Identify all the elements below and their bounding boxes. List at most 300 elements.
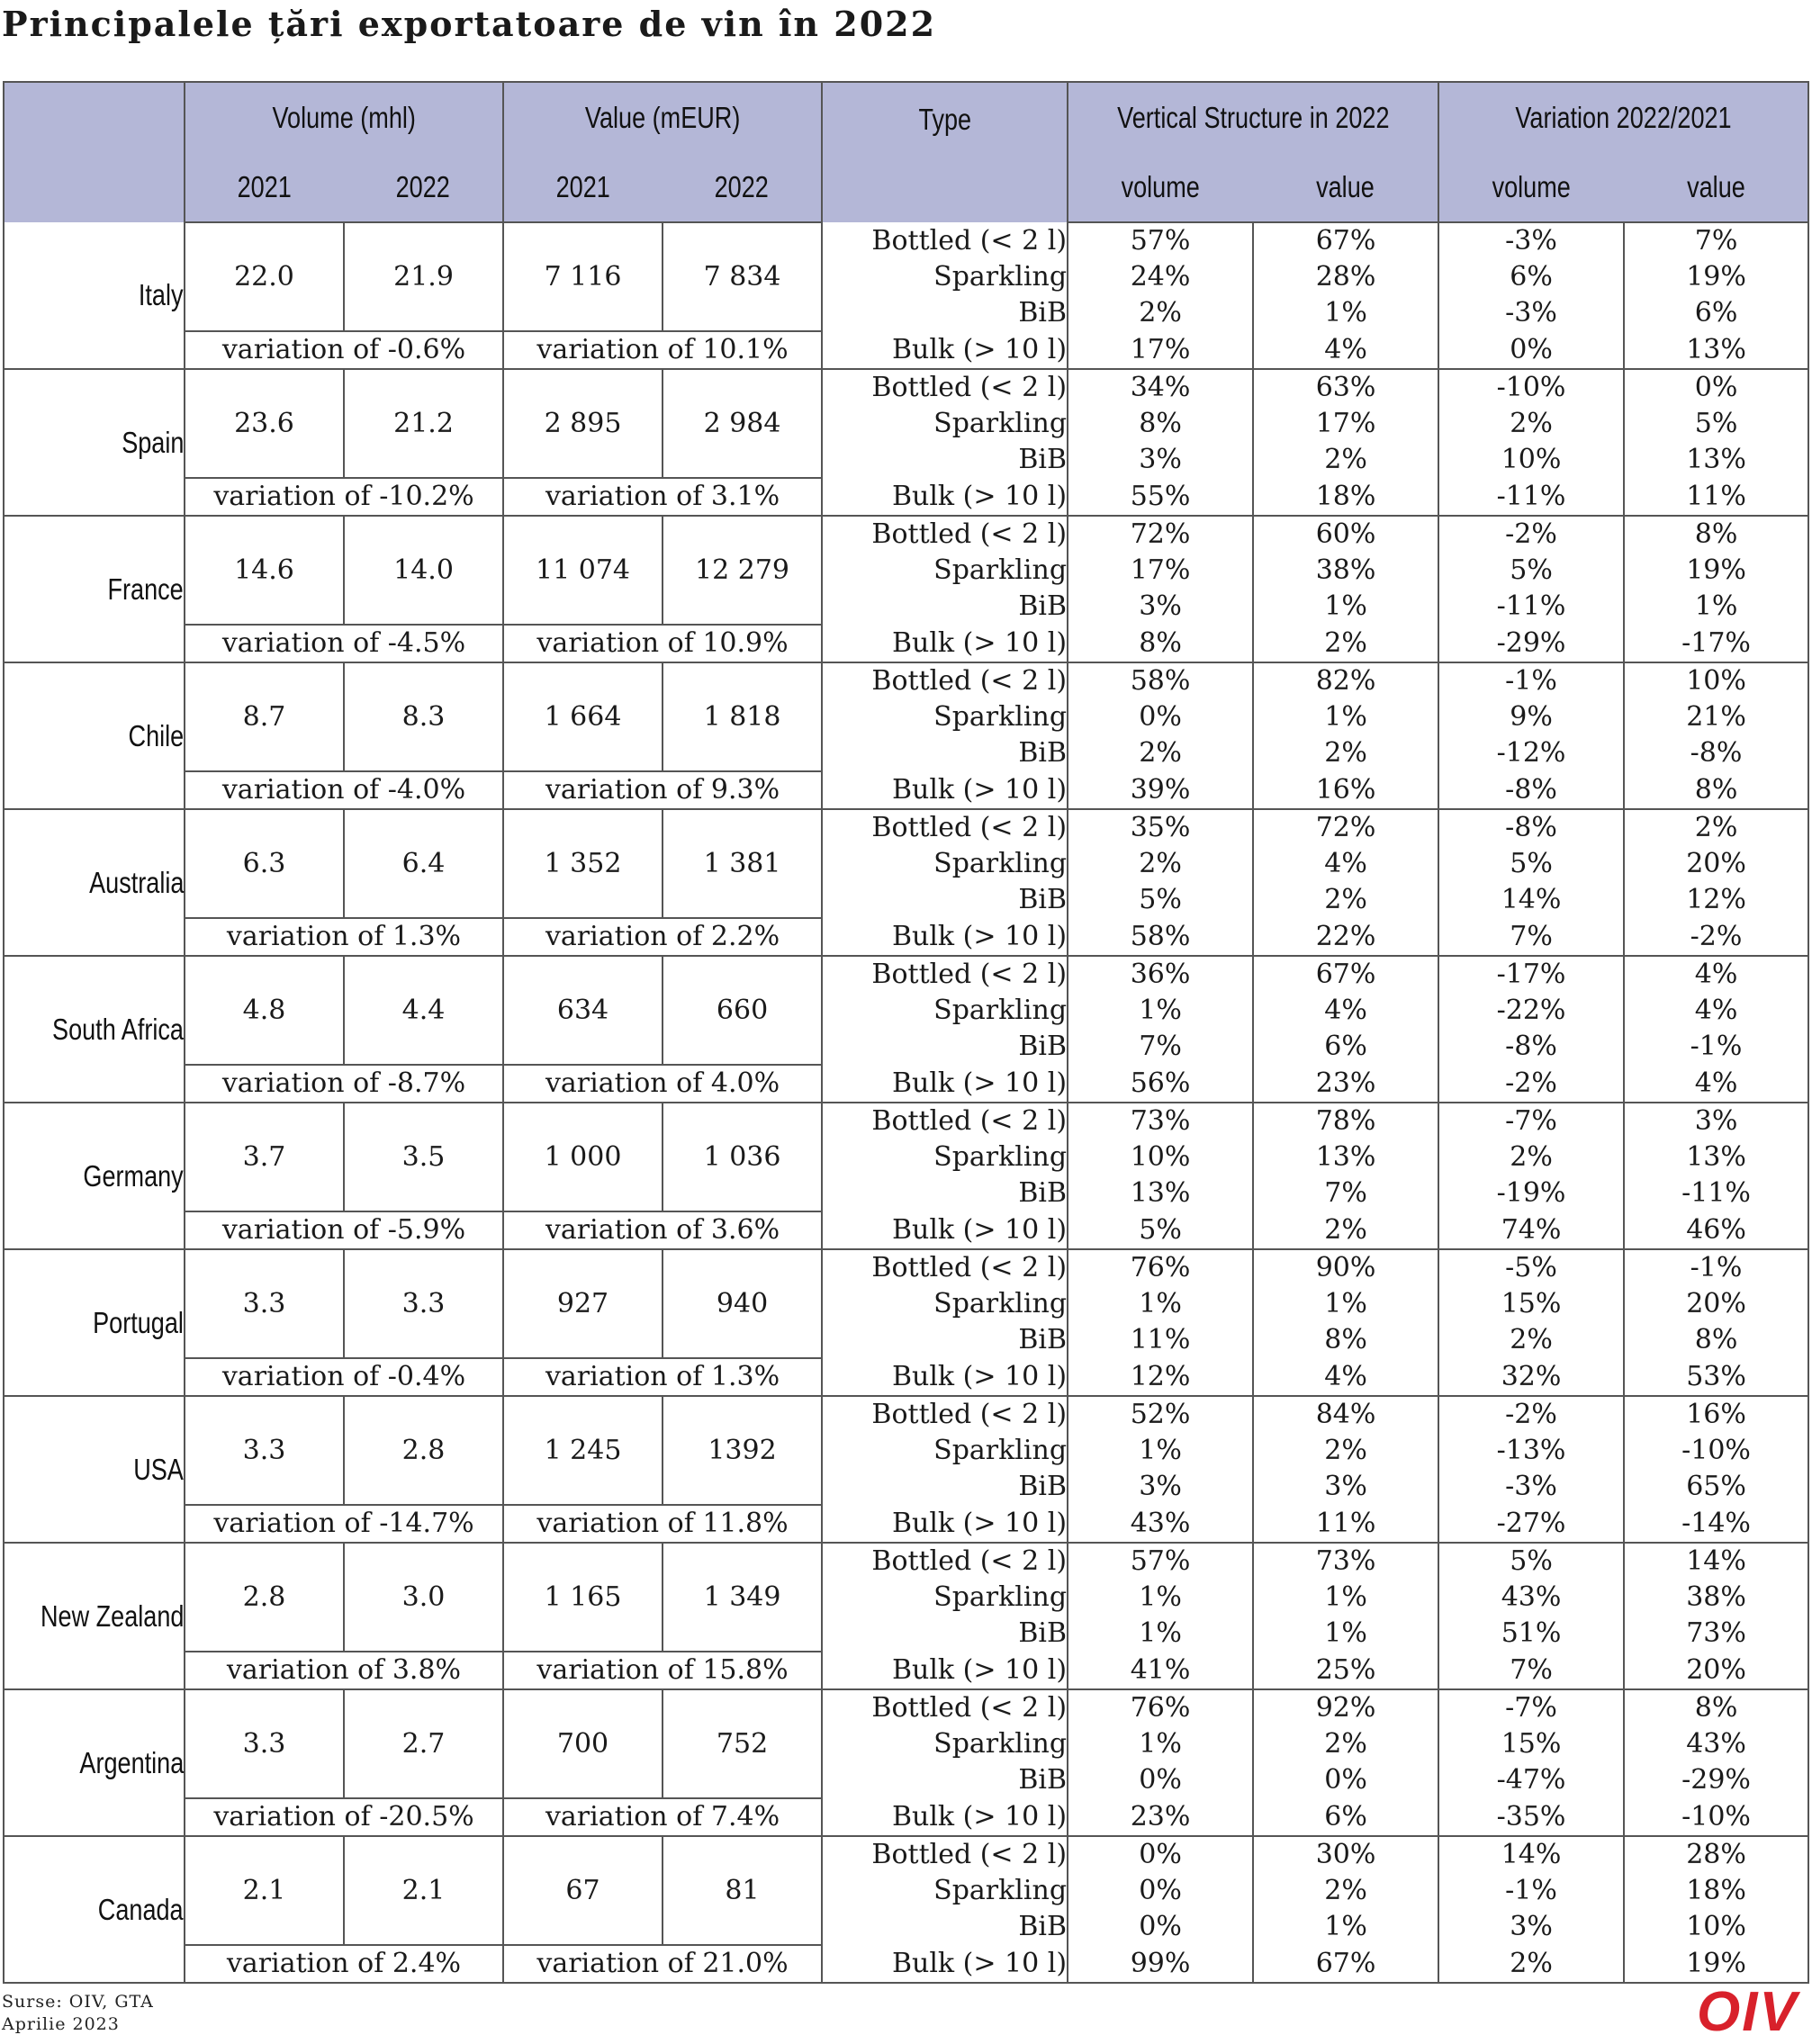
type-label: Sparkling [822,699,1068,735]
type-label: Bottled (< 2 l) [822,1396,1068,1433]
type-label: Bottled (< 2 l) [822,1543,1068,1580]
vertical-structure-volume: 99% [1068,1945,1253,1983]
volume-2022-value: 4.4 [344,956,503,1065]
vertical-structure-value: 2% [1253,625,1438,662]
variation-value: -14% [1624,1505,1808,1543]
variation-volume: -17% [1438,956,1624,993]
table-row [4,809,1808,846]
variation-value: -1% [1624,1029,1808,1065]
vertical-structure-value: 1% [1253,699,1438,735]
variation-volume: -12% [1438,735,1624,771]
variation-value: 20% [1624,1286,1808,1322]
vertical-structure-value: 84% [1253,1396,1438,1433]
vertical-structure-value: 4% [1253,1358,1438,1396]
vs-value-header: value [1253,153,1438,222]
variation-volume: -19% [1438,1175,1624,1211]
country-name [4,1543,185,1689]
value-variation: variation of 21.0% [503,1945,822,1983]
corner-header [4,82,185,222]
variation-volume: 5% [1438,846,1624,882]
volume-variation: variation of 1.3% [185,918,503,956]
volume-variation: variation of -4.0% [185,771,503,809]
table-row [4,222,1808,259]
vertical-structure-value: 2% [1253,1726,1438,1762]
type-label: BiB [822,442,1068,478]
vertical-structure-value: 4% [1253,331,1438,369]
vertical-structure-volume: 35% [1068,809,1253,846]
type-label: Bulk (> 10 l) [822,1065,1068,1103]
country-name [4,809,185,956]
value-2022-value: 752 [663,1689,822,1798]
variation-volume: -7% [1438,1689,1624,1726]
country-name [4,662,185,809]
type-label: Bottled (< 2 l) [822,956,1068,993]
type-label: Sparkling [822,1286,1068,1322]
variation-value: 43% [1624,1726,1808,1762]
volume-variation: variation of -14.7% [185,1505,503,1543]
vertical-structure-value: 25% [1253,1652,1438,1689]
value-variation: variation of 9.3% [503,771,822,809]
variation-value: 19% [1624,1945,1808,1983]
country-label: Canada [98,1892,184,1926]
variation-value: 13% [1624,331,1808,369]
vertical-structure-value: 1% [1253,1580,1438,1616]
volume-2021-value: 22.0 [185,222,344,331]
variation-volume: 32% [1438,1358,1624,1396]
table-row [4,662,1808,699]
volume-2022-value: 2.7 [344,1689,503,1798]
volume-variation: variation of 2.4% [185,1945,503,1983]
value-variation: variation of 7.4% [503,1798,822,1836]
vertical-structure-value: 2% [1253,1433,1438,1469]
variation-volume: -22% [1438,993,1624,1029]
type-label: Bulk (> 10 l) [822,1358,1068,1396]
variation-value: 13% [1624,1139,1808,1175]
type-label: Bottled (< 2 l) [822,1689,1068,1726]
vertical-structure-value: 72% [1253,809,1438,846]
variation-value: 6% [1624,295,1808,331]
variation-value: 20% [1624,1652,1808,1689]
value-2022-value: 1 818 [663,662,822,771]
country-name [4,516,185,662]
vertical-structure-value: 67% [1253,222,1438,259]
variation-value: 38% [1624,1580,1808,1616]
value-variation: variation of 4.0% [503,1065,822,1103]
vertical-structure-value: 4% [1253,846,1438,882]
date-note: Aprilie 2023 [2,2014,120,2034]
type-label: Bulk (> 10 l) [822,1652,1068,1689]
type-label: Bottled (< 2 l) [822,369,1068,406]
type-label: Sparkling [822,1139,1068,1175]
vertical-structure-value: 63% [1253,369,1438,406]
volume-2022-value: 8.3 [344,662,503,771]
variation-volume: -1% [1438,662,1624,699]
variation-volume: -2% [1438,1396,1624,1433]
type-label: Bottled (< 2 l) [822,809,1068,846]
value-2021-value: 1 352 [503,809,663,918]
table-row [4,516,1808,553]
variation-value: 5% [1624,406,1808,442]
variation-volume: -2% [1438,1065,1624,1103]
variation-volume: -13% [1438,1433,1624,1469]
volume-2021-value: 2.1 [185,1836,344,1945]
type-label: Bulk (> 10 l) [822,1211,1068,1249]
vertical-structure-value: 82% [1253,662,1438,699]
variation-volume: 2% [1438,1322,1624,1358]
variation-value: -8% [1624,735,1808,771]
type-label: Bulk (> 10 l) [822,1505,1068,1543]
vertical-structure-volume: 0% [1068,1836,1253,1873]
vertical-structure-volume: 12% [1068,1358,1253,1396]
type-label: Bulk (> 10 l) [822,625,1068,662]
var-volume-header: volume [1438,153,1624,222]
variation-volume: 10% [1438,442,1624,478]
type-header: Type [822,82,1068,222]
table-row [4,369,1808,406]
variation-volume: -11% [1438,478,1624,516]
variation-value: 1% [1624,589,1808,625]
volume-2021-value: 14.6 [185,516,344,625]
variation-volume: -29% [1438,625,1624,662]
table-row [4,1798,1808,1836]
vertical-structure-volume: 2% [1068,846,1253,882]
table-row [4,1358,1808,1396]
variation-volume: -35% [1438,1798,1624,1836]
value-2021-value: 11 074 [503,516,663,625]
variation-value: 21% [1624,699,1808,735]
vertical-structure-value: 0% [1253,1762,1438,1798]
vertical-structure-value: 1% [1253,1286,1438,1322]
type-label: Bottled (< 2 l) [822,222,1068,259]
vertical-structure-volume: 36% [1068,956,1253,993]
variation-value: 10% [1624,662,1808,699]
type-label: BiB [822,1469,1068,1505]
variation-value: 8% [1624,1689,1808,1726]
value-2021-value: 1 664 [503,662,663,771]
variation-volume: -8% [1438,771,1624,809]
variation-value: -10% [1624,1433,1808,1469]
variation-value: 12% [1624,882,1808,918]
export-table [3,81,1809,1984]
table-row [4,1836,1808,1873]
type-label: Bulk (> 10 l) [822,331,1068,369]
value-2022-value: 12 279 [663,516,822,625]
value-2022-value: 7 834 [663,222,822,331]
value-2022-header: 2022 [663,153,822,222]
variation-value: 53% [1624,1358,1808,1396]
type-label: Bottled (< 2 l) [822,1836,1068,1873]
vertical-structure-volume: 3% [1068,442,1253,478]
type-label: BiB [822,1762,1068,1798]
vertical-structure-volume: 3% [1068,1469,1253,1505]
variation-value: -2% [1624,918,1808,956]
vertical-structure-volume: 76% [1068,1689,1253,1726]
table-row [4,1689,1808,1726]
value-variation: variation of 10.1% [503,331,822,369]
vertical-structure-value: 8% [1253,1322,1438,1358]
volume-variation: variation of -20.5% [185,1798,503,1836]
variation-value: -29% [1624,1762,1808,1798]
value-2021-value: 1 000 [503,1103,663,1211]
type-label: BiB [822,1175,1068,1211]
variation-value: 8% [1624,516,1808,553]
variation-volume: -11% [1438,589,1624,625]
table-row [4,478,1808,516]
type-label: Bulk (> 10 l) [822,478,1068,516]
table-row [4,331,1808,369]
vertical-structure-value: 18% [1253,478,1438,516]
type-label: Bottled (< 2 l) [822,1249,1068,1286]
table-row [4,1652,1808,1689]
value-variation: variation of 15.8% [503,1652,822,1689]
volume-2021-value: 6.3 [185,809,344,918]
type-label: Sparkling [822,259,1068,295]
variation-value: 4% [1624,993,1808,1029]
variation-value: 2% [1624,809,1808,846]
variation-value: 11% [1624,478,1808,516]
vertical-structure-volume: 11% [1068,1322,1253,1358]
vertical-structure-value: 2% [1253,882,1438,918]
country-name [4,1249,185,1396]
variation-volume: 3% [1438,1909,1624,1945]
variation-volume: 15% [1438,1726,1624,1762]
volume-2021-header: 2021 [185,153,344,222]
vertical-structure-volume: 2% [1068,735,1253,771]
value-2022-value: 1 036 [663,1103,822,1211]
country-label: USA [133,1452,184,1486]
type-label: Bottled (< 2 l) [822,516,1068,553]
vertical-structure-volume: 5% [1068,1211,1253,1249]
vertical-structure-value: 1% [1253,589,1438,625]
type-label: Sparkling [822,1580,1068,1616]
vertical-structure-volume: 41% [1068,1652,1253,1689]
type-label: BiB [822,1909,1068,1945]
vertical-structure-value: 2% [1253,735,1438,771]
type-label: Bulk (> 10 l) [822,771,1068,809]
country-label: South Africa [52,1012,184,1046]
table-row [4,1211,1808,1249]
vertical-structure-volume: 56% [1068,1065,1253,1103]
value-2022-value: 1 381 [663,809,822,918]
variation-value: 0% [1624,369,1808,406]
variation-value: 20% [1624,846,1808,882]
vertical-structure-volume: 1% [1068,1433,1253,1469]
variation-value: 19% [1624,259,1808,295]
value-2021-value: 1 245 [503,1396,663,1505]
volume-2021-value: 23.6 [185,369,344,478]
variation-value: 13% [1624,442,1808,478]
variation-volume: -5% [1438,1249,1624,1286]
volume-variation: variation of -0.4% [185,1358,503,1396]
vertical-structure-volume: 24% [1068,259,1253,295]
volume-header: Volume (mhl) [185,82,503,153]
variation-value: -17% [1624,625,1808,662]
vertical-structure-volume: 58% [1068,662,1253,699]
vertical-structure-volume: 5% [1068,882,1253,918]
vertical-structure-value: 1% [1253,295,1438,331]
vertical-structure-volume: 57% [1068,222,1253,259]
type-label: BiB [822,882,1068,918]
type-label: BiB [822,589,1068,625]
value-2021-value: 927 [503,1249,663,1358]
vertical-structure-volume: 7% [1068,1029,1253,1065]
type-label: Bulk (> 10 l) [822,1945,1068,1983]
variation-value: -1% [1624,1249,1808,1286]
value-variation: variation of 11.8% [503,1505,822,1543]
volume-2022-value: 3.0 [344,1543,503,1652]
table-row [4,918,1808,956]
variation-volume: 5% [1438,1543,1624,1580]
variation-volume: 9% [1438,699,1624,735]
vertical-structure-volume: 1% [1068,1616,1253,1652]
variation-volume: 51% [1438,1616,1624,1652]
variation-value: 18% [1624,1873,1808,1909]
volume-2022-value: 14.0 [344,516,503,625]
variation-volume: 15% [1438,1286,1624,1322]
vertical-structure-volume: 1% [1068,1580,1253,1616]
variation-value: -11% [1624,1175,1808,1211]
vertical-structure-value: 67% [1253,956,1438,993]
vertical-structure-value: 60% [1253,516,1438,553]
var-value-header: value [1624,153,1808,222]
vertical-structure-value: 16% [1253,771,1438,809]
variation-value: 8% [1624,771,1808,809]
volume-2021-value: 3.3 [185,1396,344,1505]
vertical-structure-value: 13% [1253,1139,1438,1175]
vertical-structure-volume: 43% [1068,1505,1253,1543]
value-variation: variation of 10.9% [503,625,822,662]
vertical-structure-header: Vertical Structure in 2022 [1068,82,1438,153]
table-row [4,1396,1808,1433]
type-label: BiB [822,1029,1068,1065]
variation-value: 8% [1624,1322,1808,1358]
value-header: Value (mEUR) [503,82,822,153]
variation-volume: 43% [1438,1580,1624,1616]
source-note: Surse: OIV, GTA [2,1992,154,2012]
value-variation: variation of 3.6% [503,1211,822,1249]
vertical-structure-volume: 39% [1068,771,1253,809]
vertical-structure-volume: 0% [1068,699,1253,735]
vertical-structure-value: 92% [1253,1689,1438,1726]
variation-volume: -8% [1438,809,1624,846]
vertical-structure-volume: 8% [1068,625,1253,662]
variation-volume: 5% [1438,553,1624,589]
country-label: New Zealand [40,1598,184,1633]
volume-2022-header: 2022 [344,153,503,222]
oiv-logo: OIV [1697,1981,1798,2043]
vertical-structure-value: 78% [1253,1103,1438,1139]
variation-value: 73% [1624,1616,1808,1652]
country-name [4,956,185,1103]
volume-2021-value: 3.3 [185,1689,344,1798]
volume-2022-value: 3.5 [344,1103,503,1211]
vertical-structure-value: 28% [1253,259,1438,295]
value-2022-value: 2 984 [663,369,822,478]
volume-2022-value: 21.2 [344,369,503,478]
variation-volume: -7% [1438,1103,1624,1139]
type-label: Sparkling [822,846,1068,882]
vertical-structure-value: 17% [1253,406,1438,442]
volume-2022-value: 6.4 [344,809,503,918]
volume-variation: variation of -0.6% [185,331,503,369]
variation-value: 4% [1624,956,1808,993]
country-name [4,1836,185,1983]
variation-volume: -3% [1438,222,1624,259]
vertical-structure-value: 38% [1253,553,1438,589]
value-2021-value: 67 [503,1836,663,1945]
variation-volume: -1% [1438,1873,1624,1909]
vertical-structure-volume: 1% [1068,1286,1253,1322]
variation-volume: 14% [1438,882,1624,918]
variation-volume: -8% [1438,1029,1624,1065]
country-name [4,1689,185,1836]
vertical-structure-value: 6% [1253,1798,1438,1836]
table-row [4,1065,1808,1103]
table-row [4,625,1808,662]
vertical-structure-volume: 23% [1068,1798,1253,1836]
type-label: BiB [822,1322,1068,1358]
variation-volume: -27% [1438,1505,1624,1543]
page-title: Principalele țări exportatoare de vin în 2022 [2,4,937,44]
vertical-structure-value: 23% [1253,1065,1438,1103]
vertical-structure-volume: 58% [1068,918,1253,956]
country-label: Chile [128,718,184,752]
volume-2021-value: 4.8 [185,956,344,1065]
vertical-structure-volume: 2% [1068,295,1253,331]
value-2021-value: 7 116 [503,222,663,331]
variation-value: -10% [1624,1798,1808,1836]
vertical-structure-volume: 3% [1068,589,1253,625]
vertical-structure-volume: 0% [1068,1762,1253,1798]
variation-volume: -3% [1438,1469,1624,1505]
variation-volume: 0% [1438,331,1624,369]
table-row [4,1249,1808,1286]
type-label: Sparkling [822,1433,1068,1469]
volume-2022-value: 2.8 [344,1396,503,1505]
vertical-structure-volume: 10% [1068,1139,1253,1175]
vertical-structure-value: 4% [1253,993,1438,1029]
value-2022-value: 940 [663,1249,822,1358]
vertical-structure-volume: 57% [1068,1543,1253,1580]
vertical-structure-volume: 13% [1068,1175,1253,1211]
volume-variation: variation of -8.7% [185,1065,503,1103]
variation-volume: 2% [1438,1945,1624,1983]
vertical-structure-value: 1% [1253,1616,1438,1652]
vertical-structure-volume: 8% [1068,406,1253,442]
type-label: Bottled (< 2 l) [822,662,1068,699]
variation-volume: 2% [1438,1139,1624,1175]
variation-volume: 6% [1438,259,1624,295]
variation-volume: -10% [1438,369,1624,406]
variation-value: 46% [1624,1211,1808,1249]
vertical-structure-value: 11% [1253,1505,1438,1543]
variation-volume: -47% [1438,1762,1624,1798]
vertical-structure-volume: 76% [1068,1249,1253,1286]
vertical-structure-volume: 55% [1068,478,1253,516]
vertical-structure-volume: 17% [1068,553,1253,589]
type-label: Sparkling [822,406,1068,442]
variation-value: 28% [1624,1836,1808,1873]
country-label: Australia [88,865,184,899]
variation-value: 3% [1624,1103,1808,1139]
value-variation: variation of 2.2% [503,918,822,956]
country-label: Germany [83,1158,184,1193]
vertical-structure-volume: 17% [1068,331,1253,369]
variation-value: 7% [1624,222,1808,259]
variation-volume: 74% [1438,1211,1624,1249]
value-2022-value: 1392 [663,1396,822,1505]
country-name [4,1103,185,1249]
